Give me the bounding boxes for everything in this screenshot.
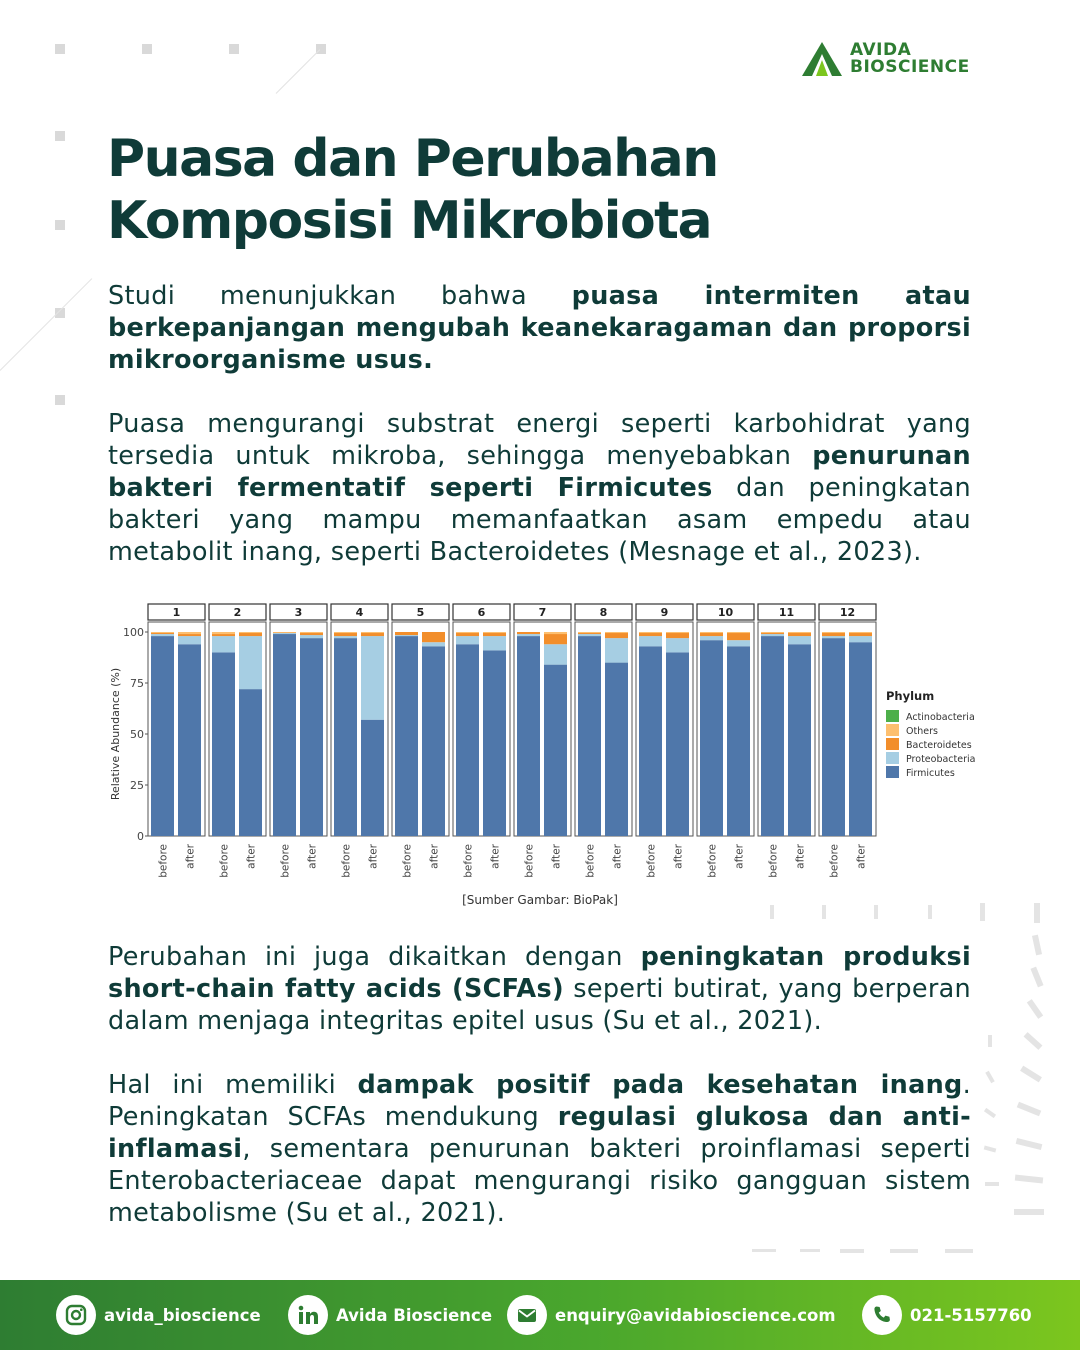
bar-segment-others xyxy=(361,632,384,633)
bar-segment-others xyxy=(483,632,506,633)
bold-span: puasa intermiten atau berkepanjangan mengubah keanekaragaman dan proporsi mikroorganisme usus. xyxy=(108,281,971,375)
bar-segment-firmicutes xyxy=(666,652,689,836)
x-tick-label: before xyxy=(584,844,597,878)
facet-label: 7 xyxy=(538,606,547,619)
bar-segment-bacteroidetes xyxy=(578,633,601,634)
bar-segment-others xyxy=(456,632,479,633)
bar-segment-others xyxy=(849,632,872,633)
bar-segment-others xyxy=(761,632,784,633)
bar-segment-others xyxy=(700,632,723,633)
x-tick-label: after xyxy=(428,844,441,869)
bar-segment-bacteroidetes xyxy=(151,633,174,634)
bar-segment-firmicutes xyxy=(605,663,628,836)
phone-icon xyxy=(862,1295,902,1335)
bar-segment-proteobacteria xyxy=(761,634,784,636)
bar-segment-others xyxy=(822,632,845,633)
bar-segment-firmicutes xyxy=(456,644,479,836)
bar-segment-others xyxy=(727,632,750,633)
facet-label: 9 xyxy=(660,606,669,619)
x-tick-label: before xyxy=(462,844,475,878)
linkedin-icon xyxy=(288,1295,328,1335)
bar-segment-proteobacteria xyxy=(639,636,662,646)
bar-segment-bacteroidetes xyxy=(605,633,628,638)
x-tick-label: after xyxy=(306,844,319,869)
paragraph-intro xyxy=(108,280,971,376)
footer-phone[interactable] xyxy=(862,1295,1032,1335)
instagram-icon xyxy=(56,1295,96,1335)
bar-segment-proteobacteria xyxy=(334,636,357,638)
bar-segment-proteobacteria xyxy=(212,636,235,652)
footer-contact-bar xyxy=(0,1280,1080,1350)
text-span: Hal ini memiliki xyxy=(108,1070,358,1100)
bar-segment-others xyxy=(605,632,628,633)
bar-segment-proteobacteria xyxy=(361,636,384,720)
bar-segment-proteobacteria xyxy=(422,642,445,646)
bar-segment-firmicutes xyxy=(849,642,872,836)
decor-square xyxy=(55,131,65,141)
bar-segment-firmicutes xyxy=(178,644,201,836)
footer-linkedin[interactable] xyxy=(288,1295,492,1335)
legend-title: Phylum xyxy=(886,689,935,703)
bar-segment-proteobacteria xyxy=(395,635,418,636)
bar-segment-bacteroidetes xyxy=(849,633,872,636)
facet-label: 6 xyxy=(477,606,486,619)
bar-segment-bacteroidetes xyxy=(395,632,418,635)
bar-segment-bacteroidetes xyxy=(361,633,384,636)
x-tick-label: after xyxy=(672,844,685,869)
bar-segment-bacteroidetes xyxy=(456,633,479,636)
bar-segment-firmicutes xyxy=(151,636,174,836)
bar-segment-proteobacteria xyxy=(517,634,540,636)
bar-segment-proteobacteria xyxy=(822,636,845,638)
bar-segment-firmicutes xyxy=(700,640,723,836)
bar-segment-bacteroidetes xyxy=(334,633,357,636)
text-span: Perubahan ini juga dikaitkan dengan xyxy=(108,942,641,972)
decor-square xyxy=(229,44,239,54)
text-span: Puasa mengurangi substrat energi seperti karbohidrat yang tersedia untuk mikroba, sehingga menyebabkan xyxy=(108,409,971,471)
decor-square xyxy=(55,395,65,405)
figure-source: [Sumber Gambar: BioPak] xyxy=(462,893,618,907)
legend-entry-actinobacteria: Actinobacteria xyxy=(906,712,975,723)
bar-segment-firmicutes xyxy=(334,638,357,836)
bar-segment-proteobacteria xyxy=(544,644,567,664)
bar-segment-others xyxy=(578,632,601,633)
paragraph-fasting-effect xyxy=(108,408,971,568)
email-address: enquiry@avidabioscience.com xyxy=(555,1305,836,1325)
bar-segment-bacteroidetes xyxy=(300,633,323,635)
bar-segment-others xyxy=(273,632,296,633)
bar-segment-firmicutes xyxy=(483,650,506,836)
x-tick-label: after xyxy=(489,844,502,869)
bar-segment-firmicutes xyxy=(578,636,601,836)
linkedin-name: Avida Bioscience xyxy=(336,1305,493,1325)
x-tick-label: before xyxy=(706,844,719,878)
x-tick-label: after xyxy=(245,844,258,869)
bar-segment-proteobacteria xyxy=(300,635,323,638)
bar-segment-proteobacteria xyxy=(483,636,506,650)
bar-segment-firmicutes xyxy=(300,638,323,836)
bar-segment-bacteroidetes xyxy=(727,633,750,640)
facet-label: 2 xyxy=(233,606,242,619)
legend-entry-bacteroidetes: Bacteroidetes xyxy=(906,740,972,751)
bar-segment-bacteroidetes xyxy=(178,634,201,636)
bar-segment-proteobacteria xyxy=(788,636,811,644)
title-line1: Puasa dan Perubahan xyxy=(107,129,718,189)
x-tick-label: after xyxy=(611,844,624,869)
bar-segment-firmicutes xyxy=(422,646,445,836)
bar-segment-others xyxy=(334,632,357,633)
x-tick-label: after xyxy=(794,844,807,869)
footer-instagram[interactable] xyxy=(56,1295,261,1335)
x-tick-label: before xyxy=(645,844,658,878)
facet-label: 5 xyxy=(416,606,425,619)
title-line2: Komposisi Mikrobiota xyxy=(107,191,712,251)
legend-swatch-actinobacteria xyxy=(886,710,899,722)
y-tick-label: 50 xyxy=(130,728,144,741)
y-axis-label: Relative Abundance (%) xyxy=(109,667,122,801)
bar-segment-others xyxy=(788,632,811,633)
x-tick-label: before xyxy=(218,844,231,878)
bold-span: penurunan bakteri fermentatif seperti Firmicutes xyxy=(108,441,971,503)
bar-segment-firmicutes xyxy=(517,636,540,836)
decor-line xyxy=(276,49,321,94)
bar-segment-firmicutes xyxy=(822,638,845,836)
bar-segment-others xyxy=(178,632,201,634)
bar-segment-firmicutes xyxy=(788,644,811,836)
bar-segment-proteobacteria xyxy=(456,636,479,644)
bar-segment-proteobacteria xyxy=(849,636,872,642)
bold-span: peningkatan produksi short-chain fatty acids (SCFAs) xyxy=(108,942,972,1004)
bar-segment-firmicutes xyxy=(273,634,296,836)
decor-square xyxy=(142,44,152,54)
x-tick-label: before xyxy=(157,844,170,878)
decor-line xyxy=(0,278,92,371)
legend-swatch-bacteroidetes xyxy=(886,738,899,750)
text-span: Studi menunjukkan bahwa xyxy=(108,281,572,311)
y-tick-label: 25 xyxy=(130,779,144,792)
footer-email[interactable] xyxy=(507,1295,836,1335)
x-tick-label: after xyxy=(184,844,197,869)
paragraph-scfa xyxy=(108,941,971,1037)
bar-segment-others xyxy=(544,632,567,634)
legend-entry-others: Others xyxy=(906,726,938,737)
text-span: , sementara penurunan bakteri proinflamasi seperti Enterobacteriaceae dapat mengurangi risiko gangguan sistem metabolisme (Su et al., 2021). xyxy=(108,1134,971,1228)
instagram-handle: avida_bioscience xyxy=(104,1305,261,1325)
x-tick-label: before xyxy=(401,844,414,878)
bar-segment-bacteroidetes xyxy=(483,633,506,636)
bar-segment-firmicutes xyxy=(361,720,384,836)
bar-segment-firmicutes xyxy=(239,689,262,836)
bar-segment-others xyxy=(300,632,323,633)
brand-name-line2: BIOSCIENCE xyxy=(850,57,970,77)
text-span: . Peningkatan SCFAs mendukung xyxy=(108,1070,972,1132)
x-tick-label: after xyxy=(550,844,563,869)
brand-name-line1: AVIDA xyxy=(850,40,912,60)
bar-segment-bacteroidetes xyxy=(700,633,723,636)
bar-segment-bacteroidetes xyxy=(788,633,811,636)
bar-segment-bacteroidetes xyxy=(517,632,540,634)
facet-label: 1 xyxy=(172,606,181,619)
bold-span: regulasi glukosa dan anti-inflamasi xyxy=(108,1102,971,1164)
bar-segment-proteobacteria xyxy=(666,638,689,652)
bar-segment-bacteroidetes xyxy=(544,634,567,644)
bar-segment-bacteroidetes xyxy=(212,634,235,636)
email-icon xyxy=(507,1295,547,1335)
bar-segment-others xyxy=(212,632,235,634)
bar-segment-proteobacteria xyxy=(151,634,174,636)
legend-swatch-firmicutes xyxy=(886,766,899,778)
bar-segment-others xyxy=(239,632,262,633)
y-tick-label: 75 xyxy=(130,677,144,690)
bar-segment-proteobacteria xyxy=(273,633,296,634)
bar-segment-proteobacteria xyxy=(239,636,262,689)
facet-label: 12 xyxy=(839,606,856,619)
brand-logo xyxy=(800,40,970,78)
bar-segment-proteobacteria xyxy=(605,638,628,662)
bar-segment-firmicutes xyxy=(544,665,567,836)
x-tick-label: after xyxy=(855,844,868,869)
bar-segment-others xyxy=(151,632,174,633)
legend-swatch-others xyxy=(886,724,899,736)
bar-segment-proteobacteria xyxy=(578,634,601,636)
facet-label: 10 xyxy=(717,606,734,619)
stacked-bar-chart xyxy=(104,598,984,890)
paragraph-health-impact xyxy=(108,1069,971,1229)
bar-segment-proteobacteria xyxy=(178,636,201,644)
y-tick-label: 0 xyxy=(137,830,144,843)
avida-logo-icon xyxy=(800,40,844,78)
decor-square xyxy=(55,44,65,54)
legend-entry-proteobacteria: Proteobacteria xyxy=(906,754,976,765)
bar-segment-bacteroidetes xyxy=(761,633,784,634)
phone-number: 021-5157760 xyxy=(910,1305,1032,1325)
bar-segment-proteobacteria xyxy=(700,636,723,640)
bar-segment-bacteroidetes xyxy=(822,633,845,636)
decor-square xyxy=(55,220,65,230)
x-tick-label: before xyxy=(279,844,292,878)
legend-swatch-proteobacteria xyxy=(886,752,899,764)
bar-segment-bacteroidetes xyxy=(239,633,262,636)
y-tick-label: 100 xyxy=(123,626,144,639)
page-title xyxy=(107,128,987,252)
bar-segment-firmicutes xyxy=(761,636,784,836)
facet-label: 3 xyxy=(294,606,303,619)
bar-segment-bacteroidetes xyxy=(639,633,662,636)
bar-segment-firmicutes xyxy=(727,646,750,836)
facet-label: 8 xyxy=(599,606,608,619)
bar-segment-others xyxy=(666,632,689,633)
bar-segment-bacteroidetes xyxy=(666,633,689,638)
x-tick-label: before xyxy=(340,844,353,878)
text-span: seperti butirat, yang berperan dalam menjaga integritas epitel usus (Su et al., 2021). xyxy=(108,974,971,1036)
bar-segment-firmicutes xyxy=(212,652,235,836)
bar-segment-firmicutes xyxy=(639,646,662,836)
x-tick-label: after xyxy=(733,844,746,869)
bar-segment-proteobacteria xyxy=(727,640,750,646)
facet-label: 4 xyxy=(355,606,364,619)
bar-segment-others xyxy=(639,632,662,633)
x-tick-label: before xyxy=(767,844,780,878)
x-tick-label: after xyxy=(367,844,380,869)
bar-segment-firmicutes xyxy=(395,636,418,836)
legend-entry-firmicutes: Firmicutes xyxy=(906,768,955,779)
facet-label: 11 xyxy=(778,606,795,619)
bold-span: dampak positif pada kesehatan inang xyxy=(357,1070,963,1100)
x-tick-label: before xyxy=(523,844,536,878)
bar-segment-bacteroidetes xyxy=(422,632,445,642)
text-span: dan peningkatan bakteri yang mampu memanfaatkan asam empedu atau metabolit inang, seperti Bacteroidetes (Mesnage et al., 2023). xyxy=(108,473,972,567)
x-tick-label: before xyxy=(828,844,841,878)
